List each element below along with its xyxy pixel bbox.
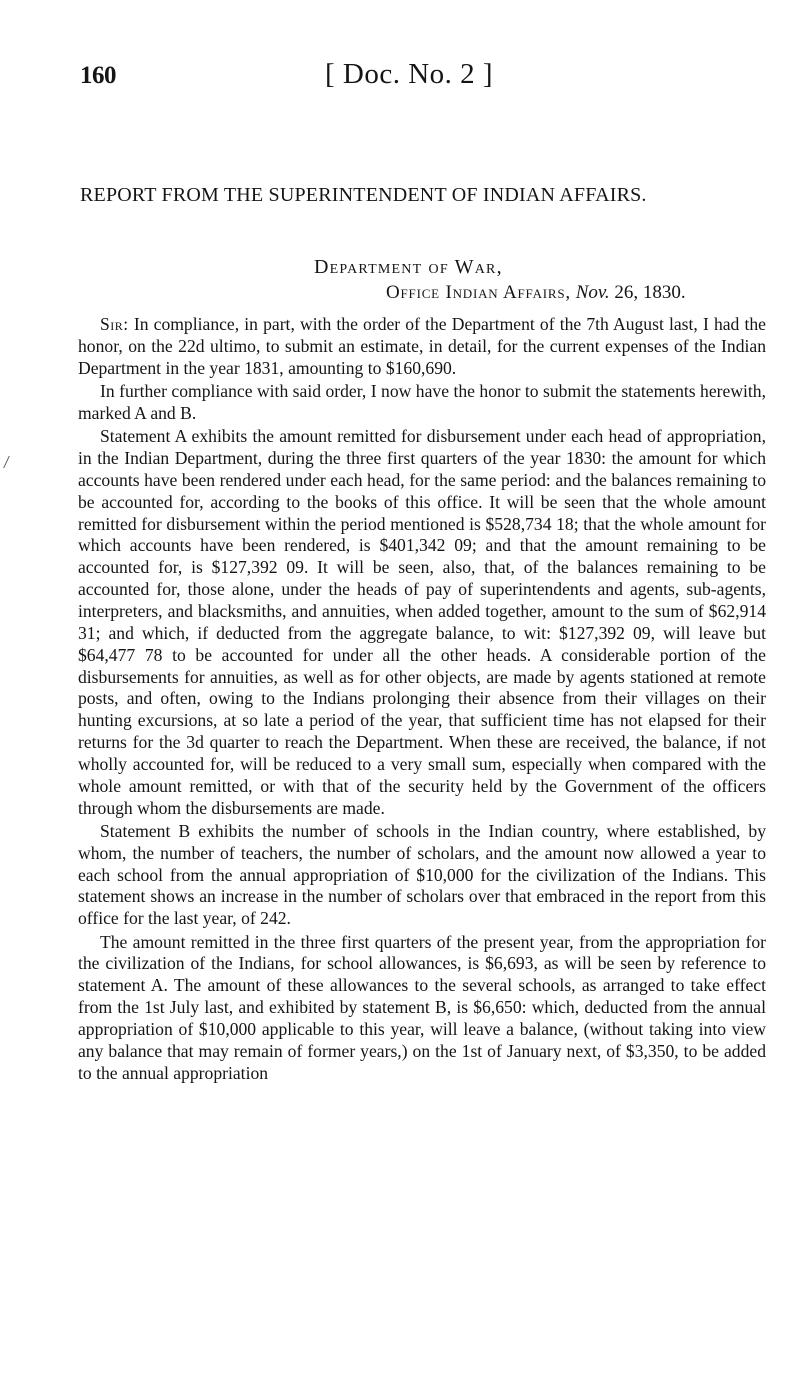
paragraph: Statement B exhibits the number of schools in the Indian country, where established, by whom, the number of teachers, the number of scholars, and the amount now allowed a year to each school from the annual appropriation of $10,000 for the civilization of the Indians. This statement shows an increase in the number of scholars over that embraced in the report from this office for the last year, of 242.: [78, 820, 766, 929]
paragraph: Statement A exhibits the amount remitted for disbursement under each head of appropriation, in the Indian Department, during the three first quarters of the year 1830: the amount for which accounts have been rendered under each head, for the same period: and the balances remaining to be accounted for, according to the books of this office. It will be seen that the whole amount remitted for disbursement within the period mentioned is $528,734 18; that the whole amount for which accounts have been rendered, is $401,342 09; and that the amount remaining to be accounted for, is $127,392 09. It will be seen, also, that, of the balances remaining to be accounted for, those alone, under the heads of pay of superintendents and agents, sub-agents, interpreters, and blacksmiths, and annuities, when added together, amount to the sum of $62,914 31; and which, if deducted from the aggregate balance, to wit: $127,392 09, will leave but $64,477 78 to be accounted for under all the other heads. A considerable portion of the disbursements for annuities, as well as for other objects, are made by agents stationed at remote posts, and often, owing to the Indians prolonging their absence from their villages on their hunting excursions, at so late a period of the year, that sufficient time has not elapsed for their returns for the 3d quarter to reach the Department. When these are received, the balance, if not wholly accounted for, will be reduced to a very small sum, especially when compared with the whole amount remitted, or with that of the security held by the Government of the officers through whom the disbursements are made.: [78, 426, 766, 818]
margin-mark: [3, 456, 15, 468]
sender-office: Office Indian Affairs,: [386, 282, 571, 303]
letter-date: 26, 1830.: [614, 282, 686, 303]
paragraph-text: In compliance, in part, with the order of the Department of the 7th August last, I had the honor, on the 22d ultimo, to submit an estimate, in detail, for the current expenses of the Indian Department in the year 1831, amounting to $160,690.: [78, 314, 766, 378]
paragraph: In further compliance with said order, I now have the honor to submit the statements herewith, marked A and B.: [78, 381, 766, 423]
document-reference: [ Doc. No. 2 ]: [325, 58, 494, 90]
sender-department: Department of War,: [314, 256, 503, 278]
paragraph: The amount remitted in the three first quarters of the present year, from the appropriation for the civilization of the Indians, for school allowances, is $6,693, as will be seen by reference to statement A. The amount of these allowances to the several schools, as arranged to take effect from the 1st July last, and exhibited by statement B, is $6,650: which, deducted from the annual appropriation of $10,000 applicable to this year, will leave a balance, (without taking into view any balance that may remain of former years,) on the 1st of January next, of $3,350, to be added to the annual appropriation: [78, 931, 766, 1083]
salutation: Sir:: [100, 314, 129, 334]
sender-office-line: [386, 282, 686, 304]
page-number: 160: [80, 62, 116, 89]
page-header: [80, 58, 760, 94]
paragraph: [78, 314, 766, 380]
letter-date-month: Nov.: [575, 282, 610, 303]
letter-body: [78, 314, 766, 1086]
report-title: REPORT FROM THE SUPERINTENDENT OF INDIAN AFFAIRS.: [80, 184, 647, 206]
